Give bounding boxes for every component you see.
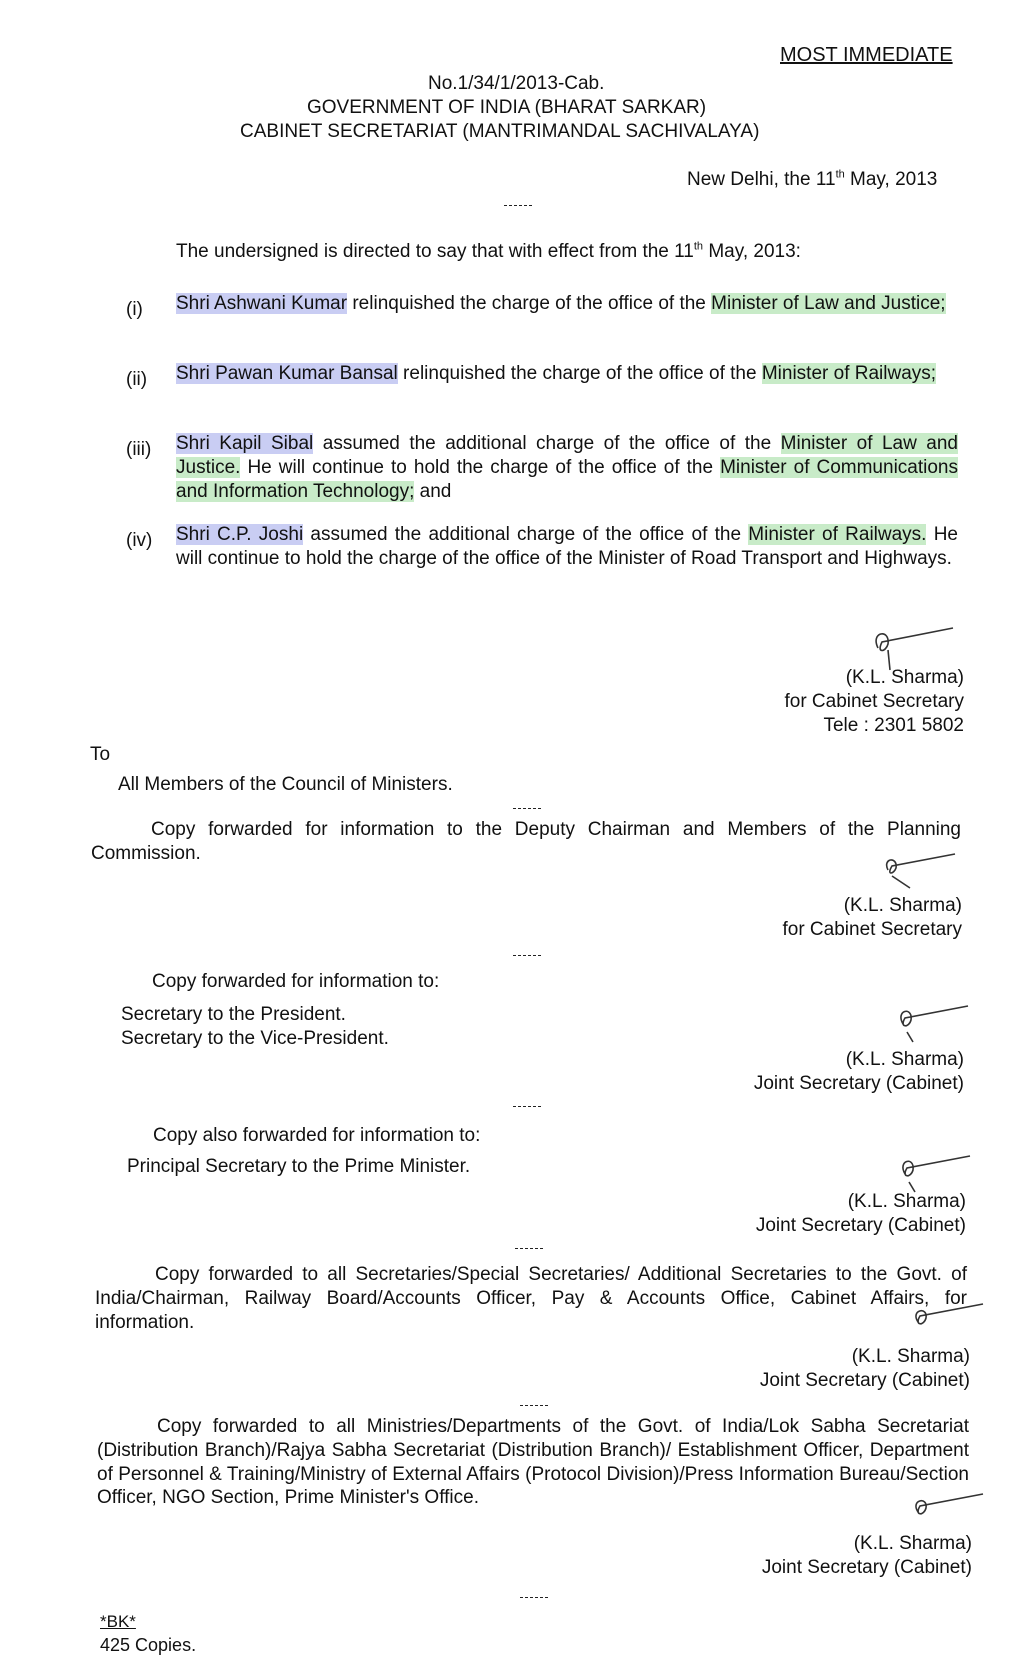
highlight-name: Shri Kapil Sibal bbox=[176, 433, 314, 454]
copies-count: 425 Copies. bbox=[100, 1635, 197, 1655]
signature-block bbox=[756, 1190, 966, 1238]
intro-text: The undersigned is directed to say that with effect from the 11th May, 2013: bbox=[176, 240, 801, 262]
signatory-title: Joint Secretary (Cabinet) bbox=[755, 1214, 966, 1236]
priority-label: MOST IMMEDIATE bbox=[780, 44, 953, 66]
recipients: All Members of the Council of Ministers. bbox=[118, 774, 453, 795]
telephone: Tele : 2301 5802 bbox=[823, 714, 964, 736]
text-segment: relinquished the charge of the office of the bbox=[347, 293, 712, 314]
copy-paragraph: Copy forwarded to all Secretaries/Special Secretaries/ Additional Secretaries to the Govt. of India/Chairman, Railway Board/Accounts Officer, Pay & Accounts Office, Cabinet Affairs, for information. bbox=[95, 1264, 967, 1333]
signature-mark bbox=[908, 1490, 988, 1530]
signature-block bbox=[782, 894, 962, 942]
highlight-office: Minister of Law and Justice; bbox=[711, 293, 946, 314]
separator bbox=[515, 1248, 543, 1249]
text-segment: relinquished the charge of the office of the bbox=[397, 363, 762, 384]
copy-recipient: Secretary to the Vice-President. bbox=[121, 1028, 389, 1049]
copy-paragraph: Copy forwarded for information to: bbox=[152, 971, 440, 992]
signatory-title: Joint Secretary (Cabinet) bbox=[761, 1556, 972, 1578]
signatory-name: (K.L. Sharma) bbox=[843, 895, 962, 916]
text-segment: assumed the additional charge of the office of the bbox=[303, 524, 749, 545]
separator bbox=[504, 205, 532, 206]
signature-block bbox=[762, 1532, 972, 1580]
item-label: (iv) bbox=[126, 530, 153, 551]
text-segment: assumed the additional charge of the office of the bbox=[313, 433, 781, 454]
signature-block bbox=[754, 1048, 964, 1096]
separator bbox=[520, 1405, 548, 1406]
signature-mark bbox=[880, 848, 960, 896]
text-segment: He will continue to hold the charge of the office of the bbox=[240, 456, 721, 478]
highlight-name: Shri Pawan Kumar Bansal bbox=[176, 363, 398, 384]
highlight-name: Shri Ashwani Kumar bbox=[176, 293, 348, 314]
to-label: To bbox=[90, 744, 111, 765]
signatory-title: Joint Secretary (Cabinet) bbox=[759, 1369, 970, 1391]
separator bbox=[513, 955, 541, 956]
signatory-title: for Cabinet Secretary bbox=[782, 918, 962, 940]
initials: *BK* bbox=[100, 1612, 136, 1631]
separator bbox=[513, 1106, 541, 1107]
highlight-office: Minister of Railways; bbox=[761, 363, 937, 384]
item-text bbox=[176, 432, 958, 503]
copy-recipient: Secretary to the President. bbox=[121, 1004, 346, 1025]
item-label: (iii) bbox=[126, 439, 152, 460]
signature-block bbox=[784, 666, 964, 737]
signature-mark bbox=[895, 1148, 975, 1196]
highlight-office: Minister of Law and Justice. bbox=[176, 433, 959, 478]
signatory-name: (K.L. Sharma) bbox=[845, 667, 964, 688]
copy-paragraph: Copy forwarded for information to the Deputy Chairman and Members of the Planning Commission. bbox=[91, 819, 961, 864]
signatory-title: Joint Secretary (Cabinet) bbox=[753, 1072, 964, 1094]
highlight-office: Minister of Railways. bbox=[748, 524, 927, 545]
separator bbox=[520, 1597, 548, 1598]
org-line-2: CABINET SECRETARIAT (MANTRIMANDAL SACHIVALAYA) bbox=[240, 121, 760, 142]
signatory-name: (K.L. Sharma) bbox=[853, 1533, 972, 1554]
signatory-title: for Cabinet Secretary bbox=[784, 690, 964, 712]
signature-block bbox=[760, 1345, 970, 1393]
copy-paragraph: Copy forwarded to all Ministries/Departments of the Govt. of India/Lok Sabha Secretariat (Distribution Branch)/Rajya Sabha Secretariat (Distribution Branch)/ Establishment Officer, Department of Personnel & Training/Ministry of External Affairs (Protocol Division)/Press Information Bureau/Section Officer, NGO Section, Prime Minister's Office. bbox=[97, 1416, 969, 1509]
highlight-office: Minister of Communications and Information Technology; bbox=[176, 456, 958, 502]
org-line-1: GOVERNMENT OF INDIA (BHARAT SARKAR) bbox=[307, 97, 707, 118]
item-label: (i) bbox=[126, 299, 143, 320]
signature-mark bbox=[893, 998, 973, 1046]
signatory-name: (K.L. Sharma) bbox=[847, 1191, 966, 1212]
separator bbox=[513, 808, 541, 809]
signature-mark bbox=[908, 1300, 988, 1340]
signatory-name: (K.L. Sharma) bbox=[851, 1346, 970, 1367]
item-text bbox=[176, 523, 958, 571]
item-text bbox=[176, 362, 958, 386]
date-line: New Delhi, the 11th May, 2013 bbox=[687, 168, 938, 190]
copy-paragraph: Copy also forwarded for information to: bbox=[153, 1125, 481, 1146]
copy-recipient: Principal Secretary to the Prime Minister. bbox=[127, 1156, 471, 1177]
highlight-name: Shri C.P. Joshi bbox=[176, 524, 304, 545]
item-text bbox=[176, 292, 958, 316]
text-segment: He will continue to hold the charge of the office of the Minister of Road Transport and Highways. bbox=[176, 524, 958, 569]
signatory-name: (K.L. Sharma) bbox=[845, 1049, 964, 1070]
text-segment: and bbox=[414, 480, 452, 502]
item-label: (ii) bbox=[126, 369, 148, 390]
file-number: No.1/34/1/2013-Cab. bbox=[428, 73, 605, 94]
